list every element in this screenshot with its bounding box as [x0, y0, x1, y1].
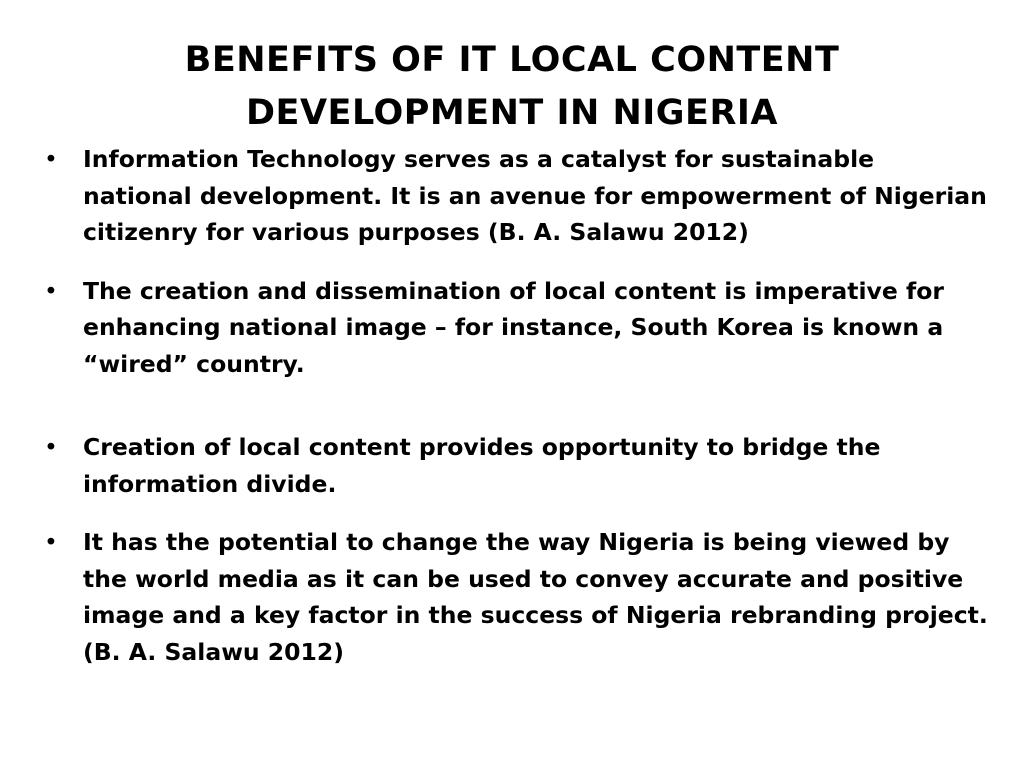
- bullet-text: The creation and dissemination of local content is imperative for enhancing national image – for instance, South Korea is known a “wired” country.: [83, 276, 944, 378]
- bullet-item: [40, 273, 990, 383]
- bullet-item: [40, 141, 990, 251]
- bullet-point-icon: •: [44, 528, 58, 556]
- bullet-text: It has the potential to change the way Nigeria is being viewed by the world media as it can be used to convey accurate and positive image and a key factor in the success of Nigeria rebranding project. (B. A. Salawu 2012): [83, 528, 988, 666]
- slide-title: BENEFITS OF IT LOCAL CONTENT DEVELOPMENT IN NIGERIA: [184, 40, 840, 133]
- bullet-point-icon: •: [44, 433, 58, 461]
- bullet-point-icon: •: [44, 145, 58, 173]
- bullet-point-icon: •: [44, 276, 58, 305]
- bullet-text: Creation of local content provides opportunity to bridge the information divide.: [83, 433, 881, 498]
- bullet-list: [40, 141, 990, 670]
- bullet-text: Information Technology serves as a catalyst for sustainable national development. It is an avenue for empowerment of Nigerian citizenry for various purposes (B. A. Salawu 2012): [83, 145, 987, 246]
- bullet-item: [40, 429, 990, 502]
- bullet-item: [40, 524, 990, 670]
